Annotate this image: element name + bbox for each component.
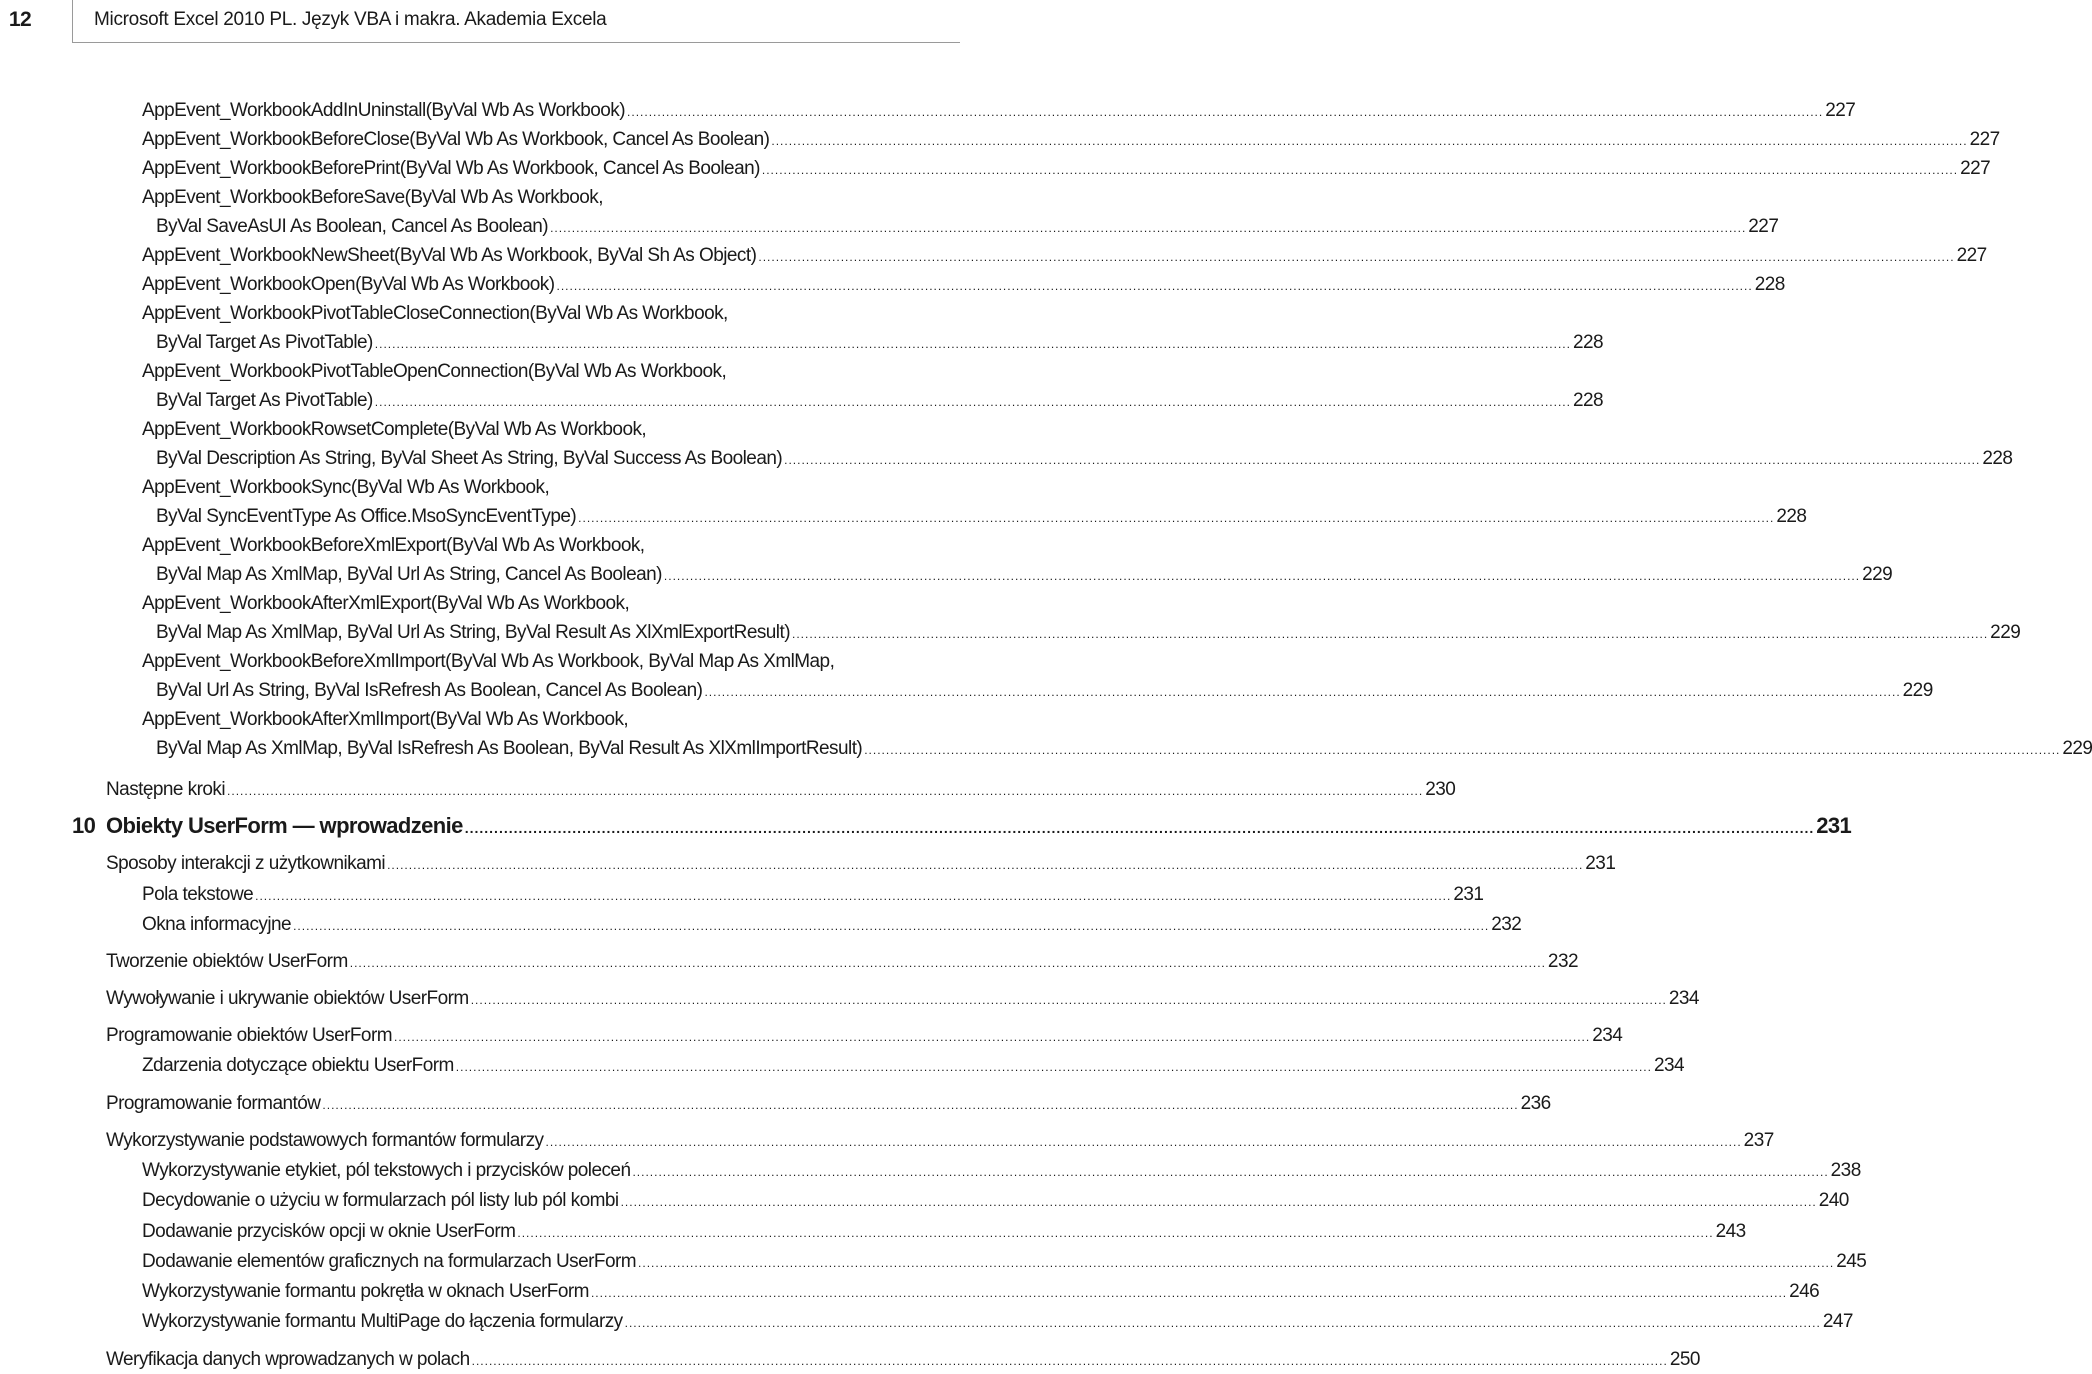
toc-section-entry — [106, 1025, 1623, 1048]
toc-code-entry — [142, 274, 1785, 297]
toc-code-entry-text: AppEvent_WorkbookBeforePrint(ByVal Wb As Workbook, Cancel As Boolean) — [142, 158, 760, 179]
toc-section-entry-page: 234 — [1592, 1025, 1623, 1046]
toc-subsection-entry-page: 245 — [1836, 1251, 1867, 1272]
dot-leader — [456, 1056, 1652, 1078]
toc-code-entry-page: 227 — [1960, 158, 1991, 179]
dot-leader — [578, 507, 1774, 529]
toc-code-entry-text: ByVal Map As XmlMap, ByVal Url As String, Cancel As Boolean) — [156, 564, 662, 585]
toc-code-entry — [156, 738, 2092, 761]
toc-code-entry — [142, 158, 1991, 181]
dot-leader — [471, 989, 1667, 1011]
toc-code-entry-page: 228 — [1776, 506, 1807, 527]
toc-subsection-entry — [142, 1251, 1867, 1274]
toc-subsection-entry — [142, 1281, 1820, 1304]
toc-code-entry — [156, 506, 1807, 529]
toc-subsection-entry — [142, 914, 1522, 937]
toc-code-entry — [142, 245, 1987, 268]
dot-leader — [293, 915, 1489, 937]
toc-subsection-entry-text: Wykorzystywanie formantu pokrętła w oknach UserForm — [142, 1281, 589, 1302]
toc-subsection-entry-page: 231 — [1453, 884, 1484, 905]
dot-leader — [784, 449, 1980, 471]
toc-code-entry — [142, 129, 2000, 152]
toc-code-entry-page: 228 — [1982, 448, 2013, 469]
toc-code-entry — [156, 564, 1893, 587]
toc-code-entry-page: 228 — [1572, 332, 1604, 353]
dot-leader — [472, 1350, 1668, 1372]
toc-section-entry — [106, 951, 1578, 974]
dot-leader — [227, 780, 1423, 802]
running-title: Microsoft Excel 2010 PL. Język VBA i makra. Akademia Excela — [94, 9, 607, 30]
toc-subsection-entry — [142, 1055, 1685, 1078]
toc-code-entry-page: 229 — [1990, 622, 2021, 643]
toc-section-entry-page: 231 — [1585, 853, 1616, 874]
dot-leader — [375, 391, 1571, 413]
toc-code-entry-page: 227 — [1956, 245, 1987, 266]
toc-entry-next-steps-page: 230 — [1425, 779, 1456, 800]
dot-leader — [394, 1026, 1590, 1048]
toc-subsection-entry-text: Dodawanie przycisków opcji w oknie UserForm — [142, 1221, 516, 1242]
toc-code-entry-text: ByVal SaveAsUI As Boolean, Cancel As Boolean) — [156, 216, 549, 237]
toc-subsection-entry-page: 234 — [1653, 1055, 1685, 1076]
dot-leader — [550, 217, 1746, 239]
toc-entry-next-steps-text: Następne kroki — [106, 779, 226, 800]
toc-code-entry-line: AppEvent_WorkbookBeforeXmlImport(ByVal Wb As Workbook, ByVal Map As XmlMap, — [142, 651, 835, 672]
toc-subsection-entry-page: 243 — [1715, 1221, 1746, 1242]
dot-leader — [627, 101, 1823, 123]
toc-code-entry — [142, 100, 1856, 123]
toc-subsection-entry-page: 246 — [1789, 1281, 1820, 1302]
toc-section-entry — [106, 853, 1616, 876]
toc-section-entry-page: 237 — [1743, 1130, 1774, 1151]
toc-code-entry-text: ByVal Map As XmlMap, ByVal Url As String, ByVal Result As XlXmlExportResult) — [156, 622, 790, 643]
toc-section-entry-text: Wywoływanie i ukrywanie obiektów UserForm — [106, 988, 469, 1009]
dot-leader — [255, 885, 1451, 907]
dot-leader — [621, 1191, 1817, 1213]
toc-section-entry-text: Sposoby interakcji z użytkownikami — [106, 853, 386, 874]
toc-subsection-entry — [142, 884, 1484, 907]
dot-leader — [545, 1131, 1741, 1153]
toc-code-entry — [156, 622, 2021, 645]
toc-code-entry-text: AppEvent_WorkbookNewSheet(ByVal Wb As Workbook, ByVal Sh As Object) — [142, 245, 757, 266]
toc-subsection-entry-page: 247 — [1822, 1311, 1853, 1332]
toc-subsection-entry — [142, 1190, 1849, 1213]
toc-chapter-heading-page: 231 — [1816, 813, 1852, 838]
dot-leader — [864, 739, 2060, 761]
toc-subsection-entry-text: Wykorzystywanie etykiet, pól tekstowych i przycisków poleceń — [142, 1160, 631, 1181]
toc-code-entry-line: AppEvent_WorkbookSync(ByVal Wb As Workbook, — [142, 477, 550, 498]
chapter-number: 10 — [72, 813, 96, 838]
dot-leader — [792, 623, 1988, 645]
toc-code-entry — [156, 216, 1779, 239]
toc-section-entry-text: Wykorzystywanie podstawowych formantów formularzy — [106, 1130, 544, 1151]
toc-code-entry — [156, 332, 1604, 355]
toc-code-entry-page: 227 — [1748, 216, 1779, 237]
toc-code-entry-text: ByVal Url As String, ByVal IsRefresh As Boolean, Cancel As Boolean) — [156, 680, 703, 701]
toc-code-entry-line: AppEvent_WorkbookPivotTableOpenConnection(ByVal Wb As Workbook, — [142, 361, 727, 382]
toc-code-entry-line: AppEvent_WorkbookBeforeSave(ByVal Wb As Workbook, — [142, 187, 603, 208]
dot-leader — [771, 130, 1967, 152]
dot-leader — [375, 333, 1571, 355]
toc-code-entry-text: ByVal Target As PivotTable) — [156, 390, 373, 411]
toc-code-entry-text: ByVal Target As PivotTable) — [156, 332, 373, 353]
toc-subsection-entry-text: Okna informacyjne — [142, 914, 292, 935]
toc-section-entry-page: 250 — [1669, 1349, 1700, 1370]
toc-code-entry-line: AppEvent_WorkbookAfterXmlImport(ByVal Wb As Workbook, — [142, 709, 629, 730]
toc-code-entry — [156, 680, 1933, 703]
page-number: 12 — [8, 8, 32, 31]
toc-subsection-entry-page: 238 — [1830, 1160, 1861, 1181]
toc-code-entry-page: 227 — [1969, 129, 2000, 150]
toc-code-entry-text: AppEvent_WorkbookOpen(ByVal Wb As Workbook) — [142, 274, 555, 295]
dot-leader — [557, 275, 1753, 297]
toc-subsection-entry-text: Zdarzenia dotyczące obiektu UserForm — [142, 1055, 454, 1076]
dot-leader — [517, 1222, 1713, 1244]
toc-code-entry-line: AppEvent_WorkbookBeforeXmlExport(ByVal Wb As Workbook, — [142, 535, 645, 556]
toc-code-entry-line: AppEvent_WorkbookRowsetComplete(ByVal Wb As Workbook, — [142, 419, 647, 440]
toc-code-entry-text: ByVal SyncEventType As Office.MsoSyncEventType) — [156, 506, 577, 527]
toc-subsection-entry-text: Decydowanie o użyciu w formularzach pól listy lub pól kombi — [142, 1190, 619, 1211]
toc-code-entry-line: AppEvent_WorkbookPivotTableCloseConnection(ByVal Wb As Workbook, — [142, 303, 728, 324]
toc-section-entry-page: 236 — [1520, 1093, 1551, 1114]
dot-leader — [664, 565, 1860, 587]
toc-section-entry — [106, 988, 1699, 1011]
dot-leader — [638, 1252, 1834, 1274]
dot-leader — [762, 159, 1958, 181]
dot-leader — [591, 1282, 1787, 1304]
toc-section-entry — [106, 1130, 1774, 1153]
toc-entry-next-steps — [106, 779, 1456, 802]
toc-code-entry-page: 229 — [1862, 564, 1893, 585]
toc-code-entry — [156, 390, 1604, 413]
toc-code-entry-page: 229 — [2062, 738, 2092, 759]
toc-subsection-entry-page: 240 — [1818, 1190, 1849, 1211]
toc-code-entry-page: 228 — [1572, 390, 1604, 411]
toc-code-entry — [156, 448, 2013, 471]
toc-section-entry-page: 234 — [1668, 988, 1699, 1009]
dot-leader — [322, 1094, 1518, 1116]
dot-leader — [704, 681, 1900, 703]
toc-section-entry — [106, 1093, 1551, 1116]
toc-section-entry-text: Programowanie obiektów UserForm — [106, 1025, 393, 1046]
toc-code-entry-page: 229 — [1902, 680, 1933, 701]
toc-code-entry-line: AppEvent_WorkbookAfterXmlExport(ByVal Wb As Workbook, — [142, 593, 630, 614]
toc-subsection-entry — [142, 1221, 1746, 1244]
toc-subsection-entry — [142, 1311, 1853, 1334]
toc-section-entry-text: Programowanie formantów — [106, 1093, 321, 1114]
dot-leader — [758, 246, 1954, 268]
toc-section-entry-text: Tworzenie obiektów UserForm — [106, 951, 348, 972]
toc-code-entry-text: ByVal Map As XmlMap, ByVal IsRefresh As Boolean, ByVal Result As XlXmlImportResult) — [156, 738, 863, 759]
toc-subsection-entry — [142, 1160, 1861, 1183]
toc-code-entry-text: AppEvent_WorkbookBeforeClose(ByVal Wb As Workbook, Cancel As Boolean) — [142, 129, 770, 150]
toc-section-entry-page: 232 — [1547, 951, 1578, 972]
toc-code-entry-page: 228 — [1754, 274, 1785, 295]
dot-leader — [465, 817, 1815, 839]
toc-subsection-entry-page: 232 — [1491, 914, 1522, 935]
dot-leader — [625, 1312, 1821, 1334]
toc-section-entry-text: Weryfikacja danych wprowadzanych w polach — [106, 1349, 470, 1370]
toc-subsection-entry-text: Pola tekstowe — [142, 884, 254, 905]
toc-section-entry — [106, 1349, 1700, 1372]
toc-chapter-heading — [106, 813, 1852, 839]
toc-subsection-entry-text: Dodawanie elementów graficznych na formularzach UserForm — [142, 1251, 637, 1272]
toc-code-entry-page: 227 — [1825, 100, 1856, 121]
toc-subsection-entry-text: Wykorzystywanie formantu MultiPage do łączenia formularzy — [142, 1311, 623, 1332]
dot-leader — [632, 1161, 1828, 1183]
dot-leader — [350, 952, 1546, 974]
dot-leader — [387, 854, 1583, 876]
toc-code-entry-text: AppEvent_WorkbookAddInUninstall(ByVal Wb As Workbook) — [142, 100, 626, 121]
toc-code-entry-text: ByVal Description As String, ByVal Sheet As String, ByVal Success As Boolean) — [156, 448, 783, 469]
toc-chapter-heading-text: Obiekty UserForm — wprowadzenie — [106, 813, 463, 838]
